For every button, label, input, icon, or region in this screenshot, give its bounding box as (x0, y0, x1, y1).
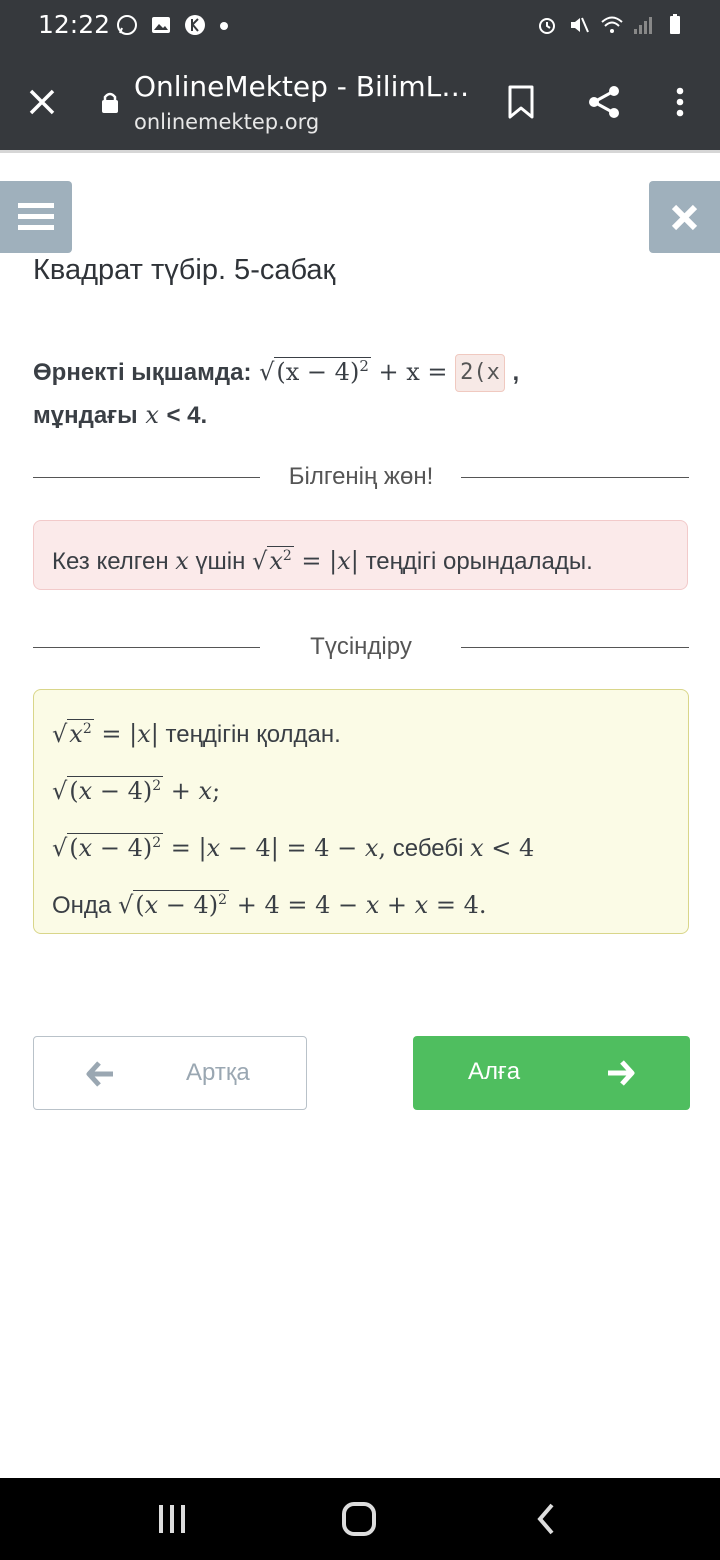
next-button[interactable] (413, 1036, 690, 1110)
toolbar-divider (0, 150, 720, 153)
close-lesson-button[interactable] (649, 181, 720, 253)
wifi-icon (600, 14, 622, 36)
recent-apps-icon[interactable] (156, 1502, 188, 1536)
explanation-box (33, 689, 689, 934)
explanation-line-1: $√x^2 = |x|$ теңдігін қолдан. (52, 720, 341, 748)
system-nav-bar (0, 1478, 720, 1560)
whatsapp-icon (116, 14, 138, 36)
gallery-icon (150, 14, 172, 36)
next-button-label: Алға (468, 1058, 521, 1085)
arrow-right-icon (605, 1060, 635, 1086)
back-button-label: Артқа (186, 1059, 250, 1086)
battery-icon (664, 14, 686, 36)
back-nav-icon[interactable] (534, 1502, 558, 1536)
alarm-icon (536, 14, 558, 36)
close-icon (649, 181, 720, 253)
close-icon[interactable] (24, 84, 60, 120)
explanation-line-3: $√(x - 4)^2 = |x - 4| = 4 - x$, себебі x < 4 (52, 834, 535, 862)
notification-dot-icon (220, 22, 228, 30)
bookmark-icon[interactable] (506, 84, 536, 120)
task-where: мұндағы (33, 402, 138, 429)
hint-box: Кез келген x үшін $√x^2 = |x|$ теңдігі орындалады. (33, 520, 688, 590)
arrow-left-icon (86, 1061, 116, 1087)
url-text[interactable]: onlinemektep.org (134, 110, 320, 134)
divider-explain-label: Түсіндіру (296, 633, 426, 660)
home-icon[interactable] (340, 1500, 378, 1538)
explanation-line-2: $√(x - 4)^2 + x$; (52, 777, 221, 805)
mute-icon (568, 14, 590, 36)
status-time: 12:22 (38, 10, 111, 39)
divider-know-label: Білгенің жөн! (275, 463, 448, 490)
signal-icon (632, 14, 654, 36)
back-button[interactable] (33, 1036, 307, 1110)
task-var: x (145, 401, 159, 429)
hamburger-icon (0, 181, 72, 253)
answer-input[interactable]: 2(x (455, 354, 505, 392)
task-label: Өрнекті ықшамда: (33, 359, 252, 386)
task-condition: < 4. (166, 402, 208, 429)
task-expression: $√(x - 4)^2 + x$ = (259, 357, 448, 386)
menu-button[interactable] (0, 181, 72, 253)
explanation-line-4: Онда $√(x - 4)^2 + 4 = 4 - x + x = 4$. (52, 891, 487, 919)
divider-explain (33, 633, 689, 663)
more-options-icon[interactable] (668, 84, 692, 120)
share-icon[interactable] (586, 84, 622, 120)
task-question: Өрнекті ықшамда: $√(x - 4)^2 + x = 2(x$ , мұндағы x < 4. (33, 345, 693, 437)
lock-icon (100, 90, 120, 114)
page-title[interactable]: OnlineMektep - BilimL… (134, 70, 470, 103)
lesson-title: Квадрат түбір. 5-сабақ (33, 254, 336, 286)
divider-know (33, 463, 689, 493)
app-k-icon (184, 14, 206, 36)
